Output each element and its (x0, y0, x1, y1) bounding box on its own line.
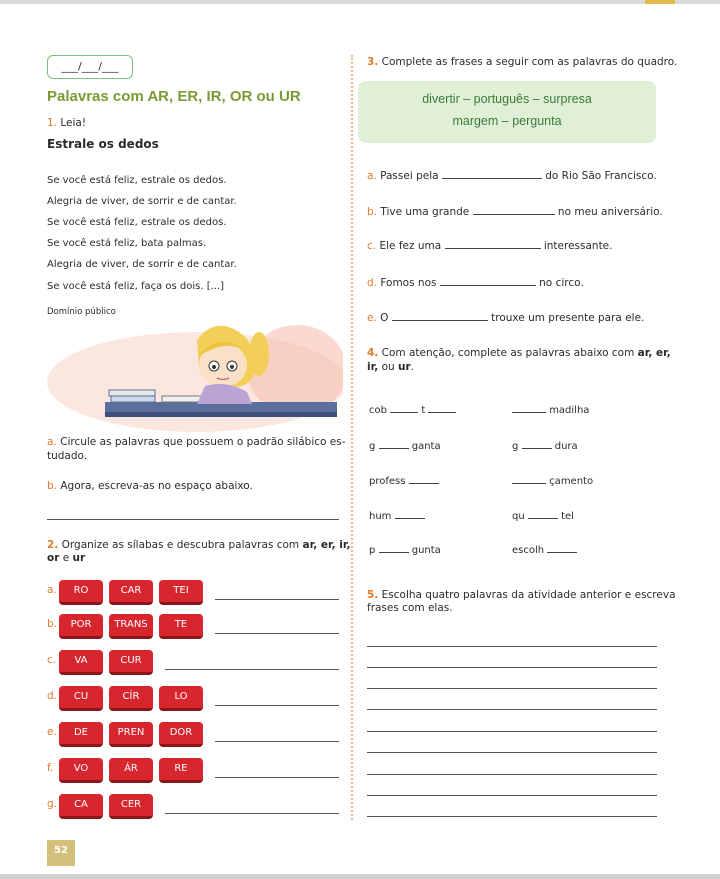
q2-row-letter: f. (47, 762, 54, 774)
q2-row-letter: b. (47, 618, 58, 630)
q4-number: 4. (367, 347, 379, 359)
page-title: Palavras com AR, ER, IR, OR ou UR (47, 88, 301, 105)
poem-line: Se você está feliz, estrale os dedos. (47, 175, 227, 186)
answer-line[interactable] (165, 669, 339, 670)
answer-line[interactable] (367, 646, 657, 647)
q4-fragment: ganta (411, 441, 441, 452)
q1-item-a-line1 (47, 436, 346, 448)
q2-connector: e (59, 552, 73, 564)
poem-line: Alegria de viver, de sorrir e de cantar. (47, 196, 237, 207)
q4-heading-line2 (367, 361, 414, 373)
syllable-tile[interactable]: DE (59, 722, 103, 747)
q4-fragment: tel (561, 511, 574, 522)
q3-item-after: no meu aniversário. (557, 206, 663, 218)
syllable-tile[interactable]: CU (59, 686, 103, 711)
answer-line[interactable] (165, 813, 339, 814)
q3-item-after: interessante. (543, 240, 613, 252)
q4-fragment: g (369, 441, 376, 452)
answer-line[interactable] (367, 795, 657, 796)
q3-item-b (367, 206, 663, 218)
q1-heading (47, 117, 86, 129)
q2-heading-line1 (47, 539, 350, 551)
girl-reading-illustration (47, 320, 343, 432)
q2-text: Organize as sílabas e descubra palavras com (61, 539, 303, 551)
q5-heading-line1 (367, 589, 676, 601)
answer-blank[interactable] (547, 552, 577, 553)
answer-line[interactable] (367, 731, 657, 732)
q4-word (369, 511, 425, 522)
q4-text: Com atenção, complete as palavras abaixo com (381, 347, 638, 359)
q3-item-after: trouxe um presente para ele. (491, 312, 645, 324)
syllable-tile[interactable]: TE (159, 614, 203, 639)
answer-line[interactable] (367, 709, 657, 710)
date-field[interactable]: ___/___/___ (47, 55, 133, 79)
q3-number: 3. (367, 56, 379, 68)
q2-row-letter: e. (47, 726, 57, 738)
q3-item-letter: e. (367, 312, 377, 324)
q4-fragment: t (421, 405, 426, 416)
top-border (0, 0, 720, 4)
q4-fragment: qu (512, 511, 525, 522)
answer-blank[interactable] (428, 412, 456, 413)
poem-credit: Domínio público (47, 307, 116, 317)
answer-line[interactable] (367, 752, 657, 753)
q5-heading-line2: frases com elas. (367, 602, 453, 614)
answer-blank[interactable] (522, 448, 552, 449)
q2-bold-ur: ur (72, 552, 86, 564)
syllable-tile[interactable]: CÍR (109, 686, 153, 711)
q3-item-letter: b. (367, 206, 378, 218)
bottom-border (0, 874, 720, 879)
syllable-tile[interactable]: CER (109, 794, 153, 819)
q5-text: Escolha quatro palavras da atividade anterior e escreva (381, 589, 676, 601)
syllable-tile[interactable]: ÁR (109, 758, 153, 783)
column-divider (351, 55, 353, 820)
q2-row-letter: a. (47, 584, 57, 596)
q2-row-letter: d. (47, 690, 58, 702)
q2-heading-line2 (47, 552, 85, 564)
q3-item-letter: c. (367, 240, 377, 252)
answer-blank[interactable] (512, 412, 546, 413)
q4-fragment: hum (369, 511, 392, 522)
q4-period: . (410, 361, 414, 373)
answer-line[interactable] (367, 816, 657, 817)
q3-item-before: Tive uma grande (380, 206, 470, 218)
q4-word (512, 545, 577, 556)
q4-fragment: cob (369, 405, 387, 416)
answer-blank[interactable] (440, 285, 536, 286)
poem-line: Se você está feliz, faça os dois. [...] (47, 281, 225, 292)
q1-item-a-letter: a. (47, 436, 57, 448)
q4-fragment: escolh (512, 545, 545, 556)
answer-blank[interactable] (379, 448, 409, 449)
q4-word (369, 405, 456, 416)
syllable-tile[interactable]: RO (59, 580, 103, 605)
q4-fragment: çamento (549, 476, 594, 487)
q1-number: 1. (47, 117, 58, 129)
answer-line[interactable] (215, 777, 339, 778)
q4-bold-ur: ur (398, 361, 411, 373)
poem-title: Estrale os dedos (47, 137, 159, 151)
q4-bold-ir: ir, (367, 361, 379, 373)
q3-item-c (367, 240, 612, 252)
answer-blank[interactable] (445, 248, 541, 249)
answer-line[interactable] (215, 705, 339, 706)
answer-blank[interactable] (442, 178, 542, 179)
q3-item-before: Fomos nos (380, 277, 437, 289)
q4-bold-words: ar, er, (637, 347, 671, 359)
poem-line: Se você está feliz, bata palmas. (47, 238, 207, 249)
syllable-tile[interactable]: PREN (109, 722, 153, 747)
answer-blank[interactable] (392, 320, 488, 321)
q2-bold-words: ar, er, ir, (302, 539, 351, 551)
q4-fragment: gunta (411, 545, 441, 556)
answer-blank[interactable] (395, 518, 425, 519)
q3-item-d (367, 277, 584, 289)
q2-number: 2. (47, 539, 59, 551)
q4-connector: ou (378, 361, 398, 373)
q4-fragment: madilha (549, 405, 590, 416)
word-box-line: margem – pergunta (452, 114, 562, 128)
answer-blank[interactable] (528, 518, 558, 519)
q4-word (369, 441, 441, 452)
answer-blank[interactable] (473, 214, 555, 215)
q3-item-before: Ele fez uma (379, 240, 442, 252)
answer-line[interactable] (367, 774, 657, 775)
q3-item-after: do Rio São Francisco. (545, 170, 657, 182)
q1-item-b (47, 480, 253, 492)
q4-fragment: g (512, 441, 519, 452)
syllable-tile[interactable]: LO (159, 686, 203, 711)
poem-line: Alegria de viver, de sorrir e de cantar. (47, 259, 237, 270)
syllable-tile[interactable]: DOR (159, 722, 203, 747)
q3-item-before: O (380, 312, 389, 324)
answer-blank[interactable] (409, 483, 439, 484)
q2-row-letter: g. (47, 798, 58, 810)
q4-word (512, 511, 574, 522)
answer-line[interactable] (367, 688, 657, 689)
q3-item-before: Passei pela (380, 170, 439, 182)
q5-number: 5. (367, 589, 379, 601)
syllable-tile[interactable]: VA (59, 650, 103, 675)
word-box (358, 81, 656, 143)
q4-word (512, 441, 578, 452)
q3-item-after: no circo. (539, 277, 584, 289)
syllable-tile[interactable]: CAR (109, 580, 153, 605)
q4-word (369, 545, 441, 556)
syllable-tile[interactable]: TEI (159, 580, 203, 605)
answer-line[interactable] (367, 667, 657, 668)
q1-item-a-text: Circule as palavras que possuem o padrão silábico es- (60, 436, 346, 448)
answer-line[interactable] (215, 633, 339, 634)
q3-item-a (367, 170, 657, 182)
q4-heading-line1 (367, 347, 671, 359)
word-box-line: divertir – português – surpresa (422, 92, 592, 106)
q3-text: Complete as frases a seguir com as palavras do quadro. (381, 56, 678, 68)
q1-item-b-text: Agora, escreva-as no espaço abaixo. (60, 480, 253, 492)
answer-line[interactable] (215, 599, 339, 600)
q4-fragment: profess (369, 476, 406, 487)
top-border-accent (645, 0, 675, 4)
syllable-tile[interactable]: VO (59, 758, 103, 783)
answer-blank[interactable] (512, 483, 546, 484)
q3-heading (367, 56, 677, 68)
q2-row-letter: c. (47, 654, 57, 666)
answer-blank[interactable] (379, 552, 409, 553)
q1-item-b-letter: b. (47, 480, 58, 492)
q3-item-letter: a. (367, 170, 377, 182)
answer-line[interactable] (215, 741, 339, 742)
answer-line[interactable] (47, 519, 339, 520)
q3-item-e (367, 312, 644, 324)
syllable-tile[interactable]: CA (59, 794, 103, 819)
syllable-tile[interactable]: TRANS (109, 614, 153, 639)
q3-item-letter: d. (367, 277, 378, 289)
q1-item-a-line2: tudado. (47, 450, 88, 462)
syllable-tile[interactable]: RE (159, 758, 203, 783)
q4-word (369, 476, 439, 487)
answer-blank[interactable] (390, 412, 418, 413)
poem-line: Se você está feliz, estrale os dedos. (47, 217, 227, 228)
q4-word (512, 476, 593, 487)
q4-word (512, 405, 589, 416)
page-number: 52 (47, 840, 75, 866)
q2-bold-or: or (47, 552, 60, 564)
syllable-tile[interactable]: POR (59, 614, 103, 639)
syllable-tile[interactable]: CUR (109, 650, 153, 675)
q4-fragment: dura (554, 441, 578, 452)
q1-instruction: Leia! (60, 117, 87, 129)
q4-fragment: p (369, 545, 376, 556)
